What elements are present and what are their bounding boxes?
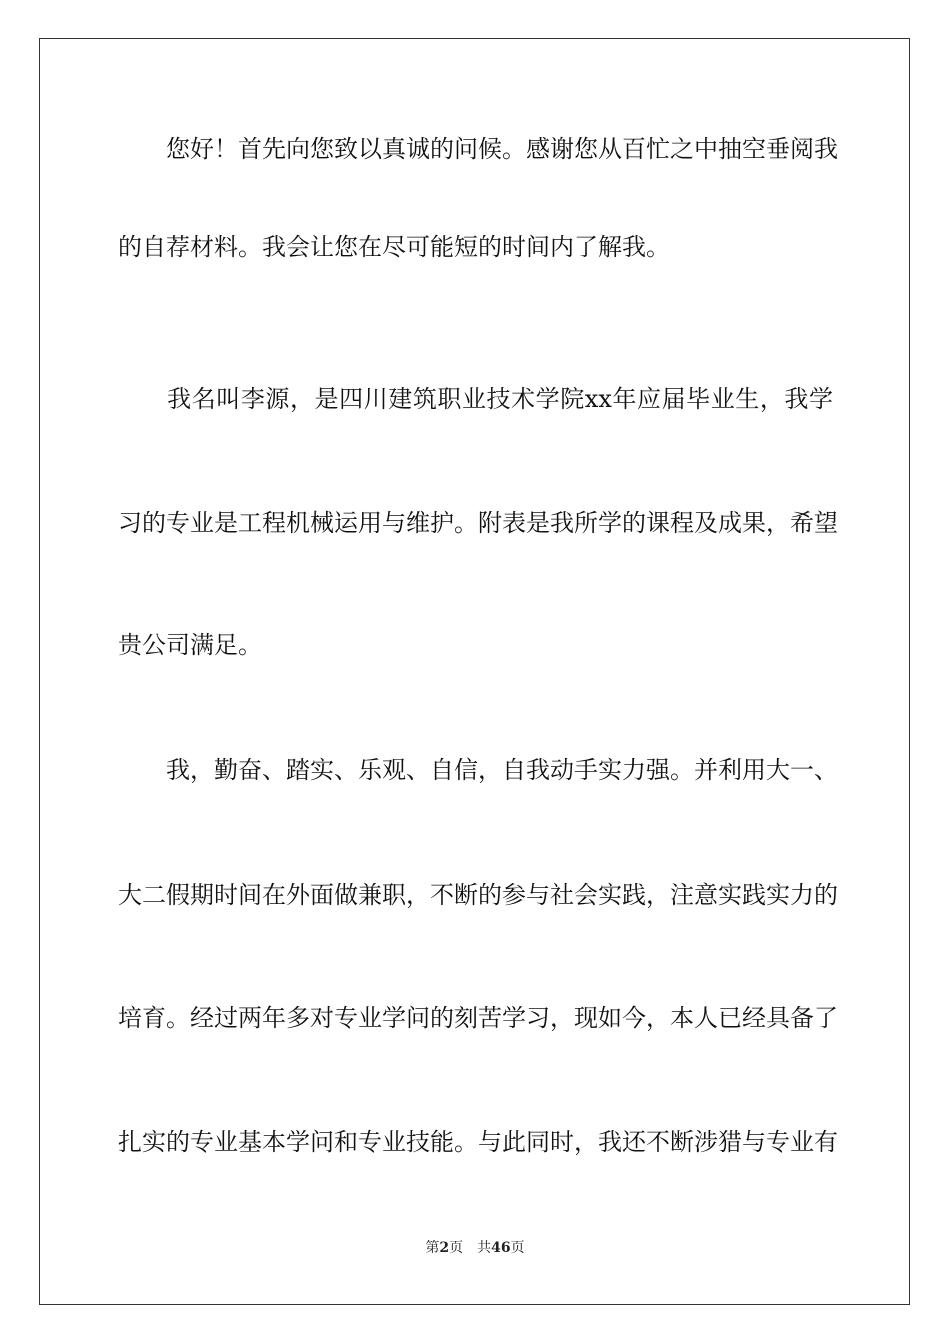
body-text-line: 大二假期时间在外面做兼职，不断的参与社会实践，注意实践实力的 (118, 881, 838, 909)
body-text-line: 贵公司满足。 (118, 631, 262, 659)
body-text-line: 我名叫李源，是四川建筑职业技术学院xx年应届毕业生，我学 (118, 385, 833, 413)
body-text-line: 习的专业是工程机械运用与维护。附表是我所学的课程及成果，希望 (118, 509, 838, 537)
page-border (39, 38, 910, 1305)
footer-total-suffix: 页 (510, 1240, 525, 1256)
body-text-line: 培育。经过两年多对专业学问的刻苦学习，现如今，本人已经具备了 (118, 1004, 838, 1032)
footer-page-prefix: 第 (425, 1240, 440, 1256)
page-footer (0, 1238, 950, 1258)
body-text-line: 我，勤奋、踏实、乐观、自信，自我动手实力强。并利用大一、 (118, 756, 838, 784)
footer-total-prefix: 共 (477, 1240, 492, 1256)
body-text-line: 您好！首先向您致以真诚的问候。感谢您从百忙之中抽空垂阅我 (118, 135, 838, 163)
body-text-line: 扎实的专业基本学问和专业技能。与此同时，我还不断涉猎与专业有 (118, 1128, 838, 1156)
body-text-line: 的自荐材料。我会让您在尽可能短的时间内了解我。 (118, 233, 670, 261)
footer-page-number: 2 (439, 1240, 450, 1256)
footer-total-pages: 46 (491, 1240, 511, 1256)
footer-page-suffix: 页 (449, 1240, 464, 1256)
